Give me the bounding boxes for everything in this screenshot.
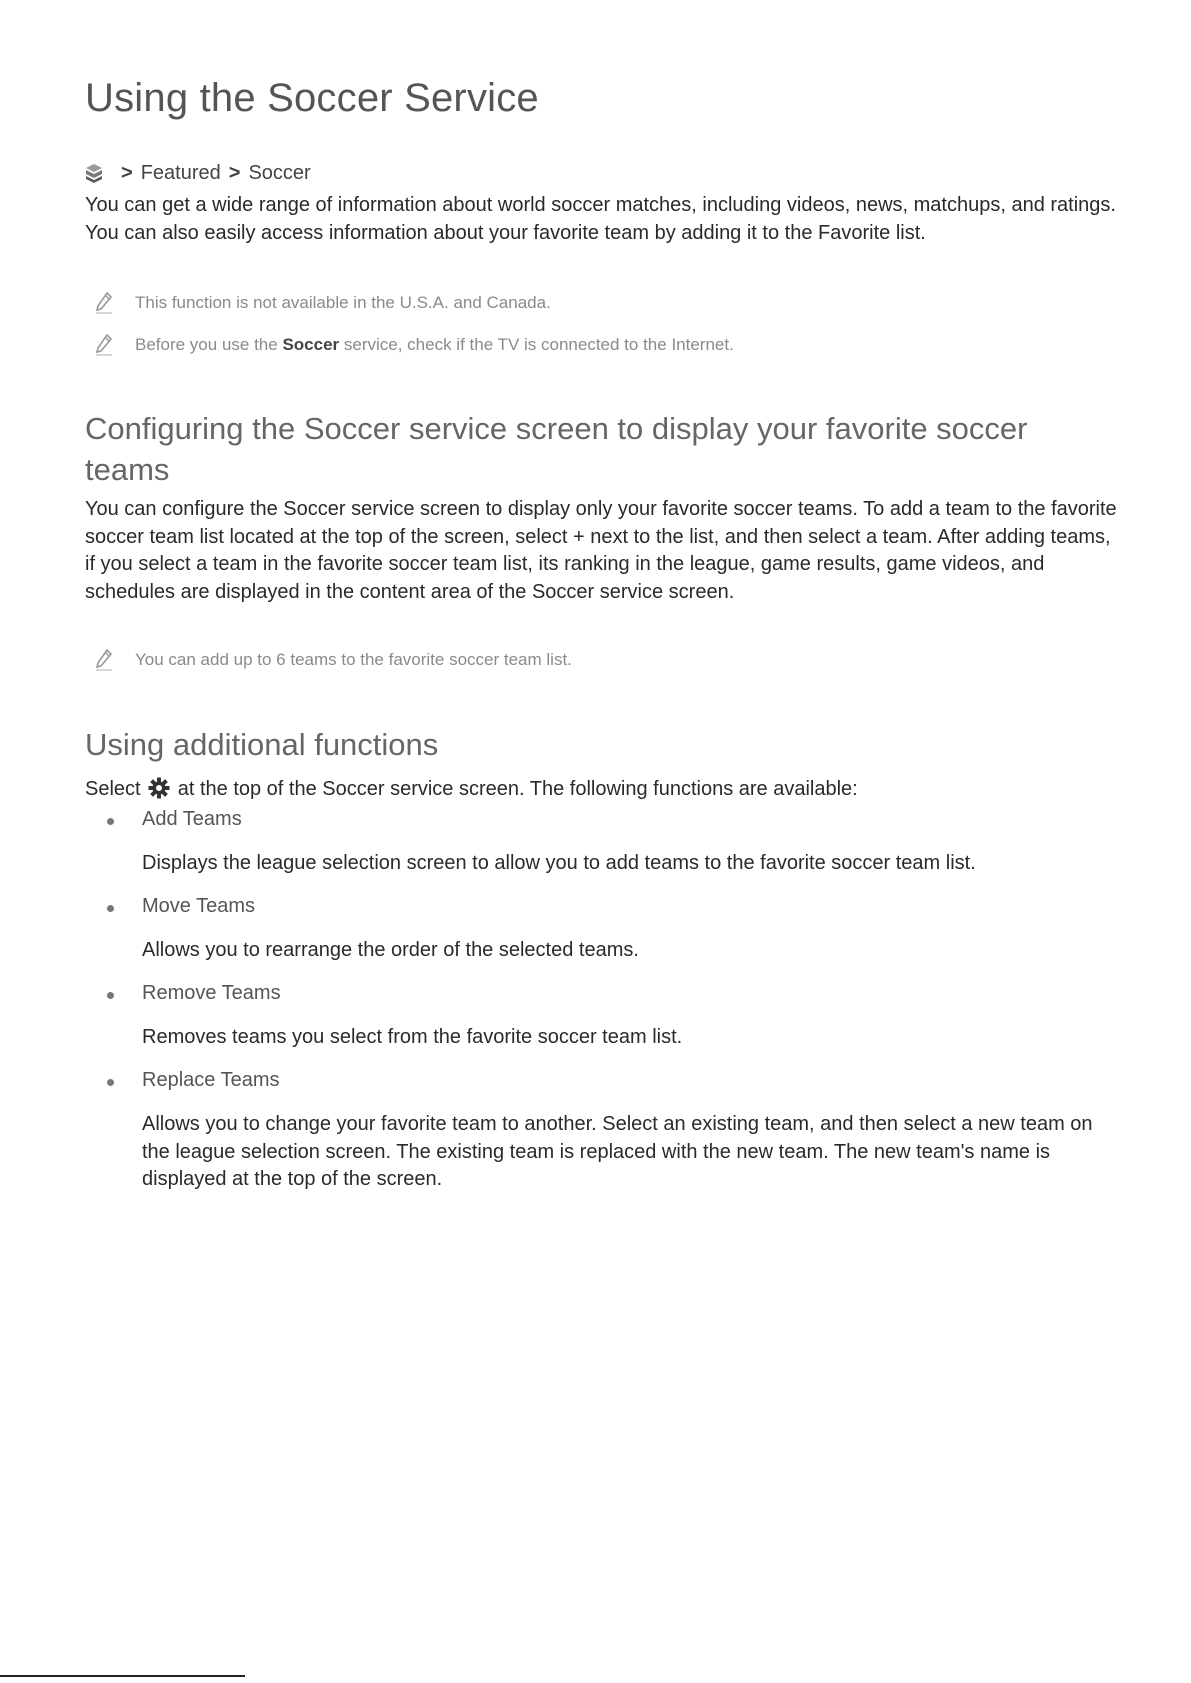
configure-paragraph: You can configure the Soccer service screen to display only your favorite soccer teams. To add a team to the favorite soccer team list located at the top of the screen, select + next to the list, and then select a team. After adding teams, if you select a team in the favorite soccer team list, its ranking in the league, game results, game videos, and schedules are displayed in the content area of the Soccer service screen. <box>85 498 1117 603</box>
section-heading-configure: Configuring the Soccer service screen to display your favorite soccer teams <box>85 411 1028 487</box>
note-text: Before you use the <box>135 335 283 354</box>
function-description: Allows you to change your favorite team to another. Select an existing team, and then select a new team on the league selection screen. The existing team is replaced with the new team. The new team's name is displayed at the top of the screen. <box>142 1113 1093 1190</box>
breadcrumb-separator: > <box>228 162 241 184</box>
intro-text: Select <box>85 778 141 800</box>
note-availability <box>85 292 551 314</box>
gear-icon <box>148 777 170 799</box>
breadcrumb-separator: > <box>121 162 133 184</box>
bullet <box>107 818 114 825</box>
pencil-note-icon <box>95 334 113 356</box>
note-bold-term: Soccer <box>282 335 340 354</box>
note-text: This function is not available in the U.S.A. and Canada. <box>135 293 551 312</box>
function-title: Move Teams <box>142 895 256 917</box>
function-title: Replace Teams <box>142 1069 280 1091</box>
footer-rule <box>0 1675 245 1677</box>
note-connection <box>85 334 734 356</box>
functions-intro <box>85 776 1125 804</box>
note-text: You can add up to 6 teams to the favorite soccer team list. <box>135 650 572 669</box>
section-heading-functions: Using additional functions <box>85 727 439 762</box>
function-title: Add Teams <box>142 808 242 830</box>
intro-text: at the top of the Soccer service screen. The following functions are available: <box>177 778 858 800</box>
pencil-note-icon <box>95 292 113 314</box>
bullet <box>107 1079 114 1086</box>
breadcrumb-featured: Featured <box>140 162 221 184</box>
intro-paragraph: You can get a wide range of information about world soccer matches, including videos, news, matchups, and ratings. You can also easily access information about your favorite team by adding it to the Favorite list. <box>85 194 1116 244</box>
pencil-note-icon <box>95 649 113 671</box>
function-description: Displays the league selection screen to allow you to add teams to the favorite soccer team list. <box>142 852 976 874</box>
breadcrumb <box>85 162 311 185</box>
note-team-limit <box>85 649 572 671</box>
page-title: Using the Soccer Service <box>85 76 539 120</box>
function-description: Allows you to rearrange the order of the selected teams. <box>142 939 639 961</box>
note-text: service, check if the TV is connected to the Internet. <box>339 335 734 354</box>
smart-hub-icon <box>85 163 103 185</box>
bullet <box>107 905 114 912</box>
function-title: Remove Teams <box>142 982 281 1004</box>
breadcrumb-soccer: Soccer <box>248 162 311 184</box>
bullet <box>107 992 114 999</box>
function-description: Removes teams you select from the favorite soccer team list. <box>142 1026 683 1048</box>
